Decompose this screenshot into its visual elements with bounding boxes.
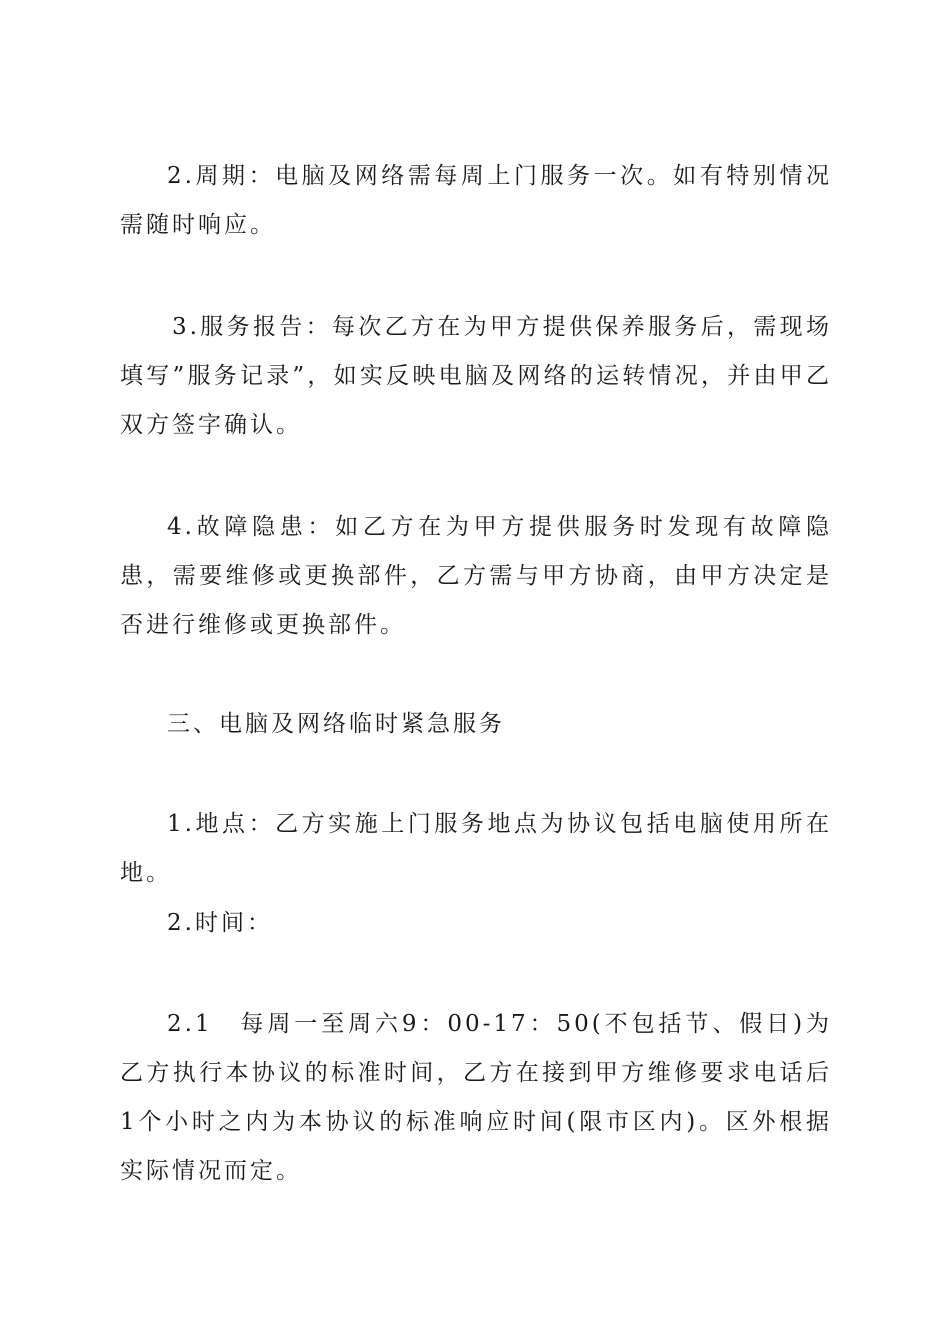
paragraph-cycle: 2.周期：电脑及网络需每周上门服务一次。如有特别情况需随时响应。 (120, 163, 832, 238)
paragraph-time-heading: 2.时间： (167, 910, 273, 936)
paragraph-fault-hazard: 4.故障隐患：如乙方在为甲方提供服务时发现有故障隐患，需要维修或更换部件，乙方需与甲方协商，由甲方决定是否进行维修或更换部件。 (120, 514, 832, 638)
paragraph-service-report: 3.服务报告：每次乙方在为甲方提供保养服务后，需现场填写”服务记录”，如实反映电脑及网络的运转情况，并由甲乙双方签字确认。 (120, 314, 832, 438)
paragraph-standard-time: 2.1 每周一至周六9：00-17：50(不包括节、假日)为乙方执行本协议的标准时间，乙方在接到甲方维修要求电话后1个小时之内为本协议的标准响应时间(限市区内)。区外根据实际情况而定。 (120, 1011, 832, 1184)
section-heading-emergency-service: 三、电脑及网络临时紧急服务 (167, 711, 505, 737)
paragraph-location: 1.地点：乙方实施上门服务地点为协议包括电脑使用所在地。 (120, 811, 832, 886)
